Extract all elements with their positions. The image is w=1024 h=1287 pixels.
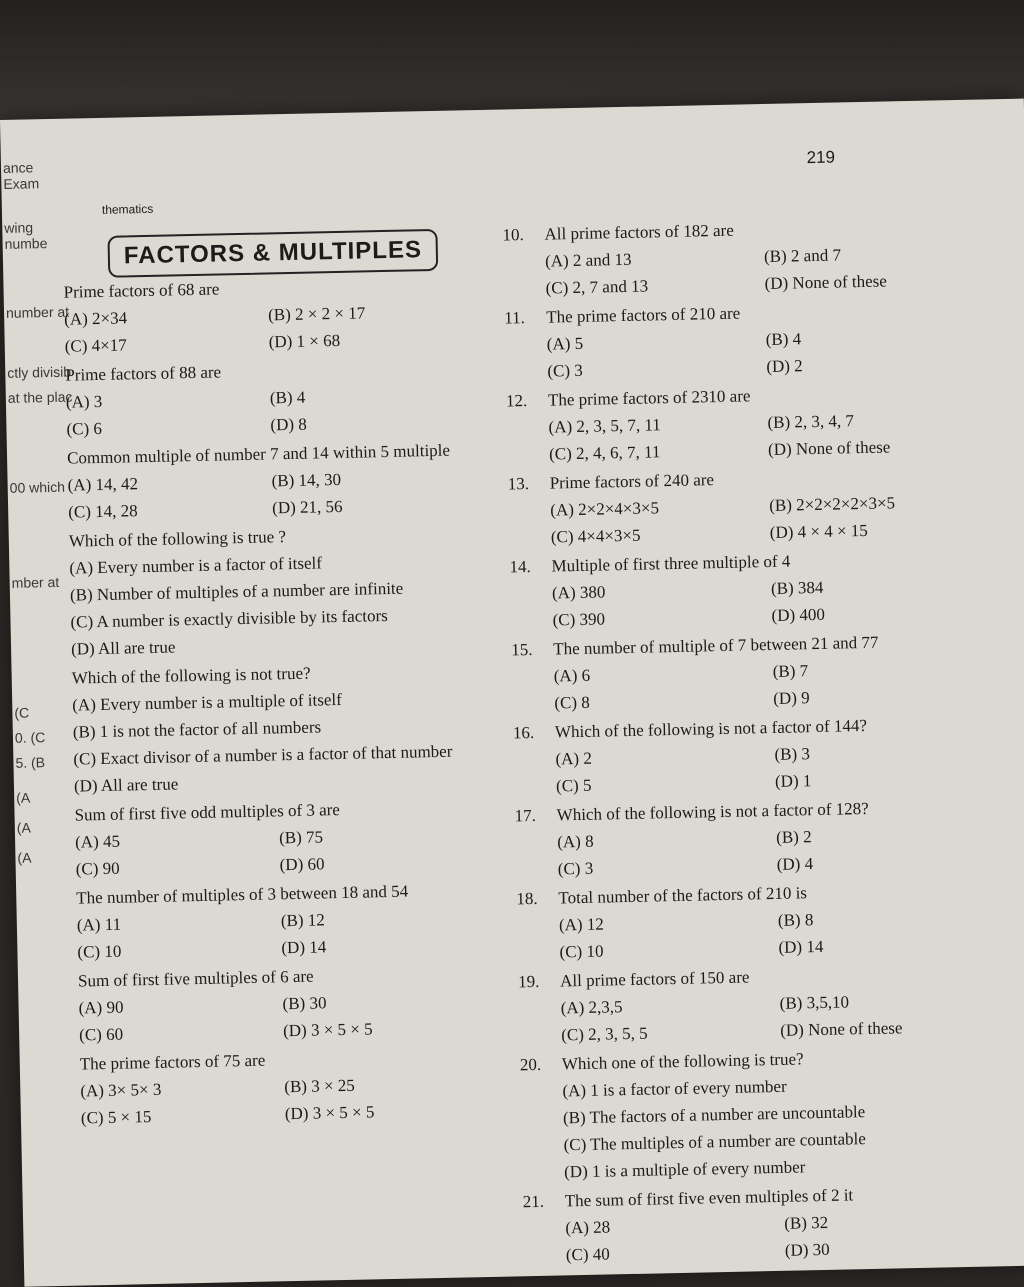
option-a: (A) 5 <box>546 333 584 354</box>
options-list <box>550 488 979 551</box>
option-c: (C) 2, 3, 5, 5 <box>561 1023 648 1045</box>
option-a: (A) 2×34 <box>63 308 128 329</box>
question-item <box>516 876 988 967</box>
option-c: (C) 8 <box>554 692 590 713</box>
question-number <box>29 665 74 801</box>
option-b: (B) 2 and 7 <box>763 245 842 267</box>
option-a: (A) 2,3,5 <box>560 997 623 1018</box>
question-number: 16. <box>512 722 535 743</box>
question-text: The sum of first five even multiples of 2 it <box>564 1185 854 1211</box>
question-item <box>34 876 476 966</box>
option-d: (D) 3 × 5 × 5 <box>282 1019 373 1041</box>
option-d: (D) 4 × 4 × 15 <box>769 520 869 542</box>
margin-fragment: ance Exam <box>2 159 40 192</box>
question-body <box>560 958 990 1048</box>
option-d: (D) 4 <box>776 854 814 874</box>
question-number <box>36 968 80 1050</box>
margin-fragment: (A <box>16 819 31 836</box>
question-item <box>38 1042 480 1132</box>
option-c: (C) 2, 4, 6, 7, 11 <box>548 442 661 464</box>
question-number: 11. <box>504 308 526 328</box>
question-text: The number of multiple of 7 between 21 and 77 <box>553 632 879 659</box>
option-c: (C) 5 <box>555 775 592 796</box>
options-list <box>545 239 974 302</box>
question-body <box>67 436 467 525</box>
option-a: (A) Every number is a factor of itself <box>69 553 323 578</box>
question-number <box>25 445 69 527</box>
option-d: (D) All are true <box>73 774 179 796</box>
question-text: Multiple of first three multiple of 4 <box>551 551 791 576</box>
options-list <box>80 1069 479 1131</box>
question-number: 13. <box>507 474 530 494</box>
question-text: Which of the following is not a factor of 128? <box>556 798 869 825</box>
question-number: 18. <box>516 888 538 909</box>
margin-fragment: 5. (B <box>15 754 46 771</box>
question-item <box>23 353 465 443</box>
option-b: (B) 12 <box>280 910 325 931</box>
options-list <box>548 405 977 468</box>
question-item <box>36 959 478 1049</box>
option-c: (C) 14, 28 <box>68 501 138 522</box>
question-text: Total number of the factors of 210 is <box>558 883 808 908</box>
option-b: (B) 8 <box>777 910 814 930</box>
question-item <box>502 212 974 303</box>
question-text: Prime factors of 88 are <box>65 362 222 385</box>
option-b: (B) 30 <box>282 993 327 1014</box>
question-text: All prime factors of 150 are <box>559 967 750 991</box>
option-d: (D) None of these <box>764 271 888 294</box>
options-list <box>78 986 477 1048</box>
option-a: (A) 2 and 13 <box>544 249 632 271</box>
option-d: (D) 400 <box>771 604 826 625</box>
option-d: (D) 1 is a multiple of every number <box>563 1157 806 1182</box>
question-body <box>71 656 472 799</box>
option-a: (A) 3× 5× 3 <box>80 1079 162 1101</box>
option-c: (C) 5 × 15 <box>80 1107 152 1128</box>
question-item <box>32 793 474 883</box>
question-item <box>520 1041 993 1186</box>
option-b: (B) 3 <box>774 744 811 764</box>
question-body <box>76 876 476 965</box>
margin-fragment: wing numbe <box>4 219 48 252</box>
option-d: (D) 1 <box>774 771 812 791</box>
question-text: The prime factors of 210 are <box>546 303 741 327</box>
option-d: (D) 21, 56 <box>271 496 343 518</box>
option-a: (A) 14, 42 <box>67 474 139 495</box>
option-c: (C) 60 <box>78 1024 124 1045</box>
margin-fragment: (A <box>16 789 31 806</box>
question-body <box>74 793 474 882</box>
option-c: (C) 390 <box>552 609 606 630</box>
option-b: (B) 3,5,10 <box>779 992 850 1013</box>
question-body <box>555 710 985 800</box>
question-text: Which one of the following is true? <box>561 1049 804 1074</box>
option-d: (D) 8 <box>270 414 307 435</box>
option-a: (A) 380 <box>551 582 606 603</box>
options-list <box>75 820 474 882</box>
option-c: (C) 2, 7 and 13 <box>545 276 649 298</box>
question-number: 21. <box>522 1191 545 1212</box>
question-item <box>518 958 990 1049</box>
question-number <box>34 885 78 967</box>
option-c: (C) 4×17 <box>64 335 127 356</box>
option-b: (B) 32 <box>784 1212 829 1233</box>
option-b: (B) 2 × 2 × 17 <box>267 303 366 325</box>
margin-fragment: at the plac <box>7 388 73 406</box>
question-text: Common multiple of number 7 and 14 within 5 multiple <box>66 440 451 468</box>
option-c: (C) 90 <box>75 858 120 879</box>
question-text: Prime factors of 68 are <box>63 279 220 302</box>
option-a: (A) 8 <box>557 831 594 852</box>
question-text: The prime factors of 2310 are <box>547 386 751 410</box>
option-b: (B) 2×2×2×2×3×5 <box>769 493 896 515</box>
chapter-title: FACTORS & MULTIPLES <box>107 229 438 278</box>
options-list <box>553 654 982 717</box>
option-b: (B) 2 <box>775 827 812 847</box>
option-b: (B) 75 <box>278 827 324 848</box>
option-c: (C) The multiples of a number are countable <box>563 1129 867 1155</box>
options-list <box>562 1068 992 1185</box>
options-list <box>565 1205 994 1268</box>
option-d: (D) 9 <box>773 688 810 708</box>
option-d: (D) 3 × 5 × 5 <box>284 1102 375 1124</box>
question-body <box>558 876 988 966</box>
question-text: Sum of first five multiples of 6 are <box>77 966 314 991</box>
options-list <box>555 737 984 800</box>
option-b: (B) The factors of a number are uncountable <box>562 1102 866 1128</box>
question-text: Prime factors of 240 are <box>549 470 715 493</box>
question-item <box>25 436 467 526</box>
question-text: The prime factors of 75 are <box>79 1050 266 1074</box>
question-number: 12. <box>505 391 528 411</box>
option-c: (C) 6 <box>66 418 103 439</box>
margin-fragment: 0. (C <box>14 729 46 746</box>
question-number <box>23 362 67 444</box>
option-a: (A) 1 is a factor of every number <box>562 1076 787 1101</box>
question-text: The number of multiples of 3 between 18 and 54 <box>76 881 409 908</box>
question-item <box>27 519 470 663</box>
option-a: (A) 12 <box>558 914 605 935</box>
question-body <box>549 461 979 551</box>
question-body <box>564 1178 994 1268</box>
option-d: (D) All are true <box>70 637 176 659</box>
question-body <box>63 270 463 359</box>
question-item <box>509 544 981 635</box>
question-body <box>65 353 465 442</box>
question-body <box>553 627 983 717</box>
question-number <box>21 279 65 361</box>
margin-fragment: (A <box>17 849 32 866</box>
question-item <box>506 378 978 469</box>
margin-fragment: ctly divisib <box>7 363 72 381</box>
question-body <box>546 295 976 385</box>
margin-fragment: mber at <box>11 573 60 591</box>
option-b: (B) 4 <box>269 387 306 408</box>
option-c: (C) A number is exactly divisible by its factors <box>70 605 388 632</box>
margin-fragment: 00 which <box>9 478 66 496</box>
question-number: 17. <box>514 805 537 826</box>
question-number: 10. <box>502 225 524 245</box>
question-body <box>69 519 470 662</box>
page-number: 219 <box>806 147 836 168</box>
options-list <box>77 903 476 965</box>
option-b: (B) 14, 30 <box>271 469 342 491</box>
margin-fragment: (C <box>14 704 30 721</box>
question-item <box>522 1178 994 1269</box>
option-c: (C) 10 <box>559 941 604 962</box>
options-list <box>559 903 988 966</box>
option-a: (A) 6 <box>553 665 591 686</box>
option-a: (A) 28 <box>565 1217 611 1238</box>
option-b: (B) 7 <box>772 661 809 681</box>
question-item <box>504 295 976 386</box>
option-a: (A) 11 <box>76 914 122 935</box>
question-text: Sum of first five odd multiples of 3 are <box>74 800 341 825</box>
question-body <box>78 959 478 1048</box>
question-number <box>27 528 72 664</box>
question-body <box>544 212 974 302</box>
option-d: (D) 30 <box>784 1239 830 1260</box>
option-a: (A) 45 <box>74 831 121 852</box>
question-number <box>38 1051 82 1133</box>
question-number: 20. <box>519 1054 542 1075</box>
option-a: (A) 2 <box>555 748 593 769</box>
question-number: 14. <box>509 556 531 577</box>
question-body <box>562 1041 993 1185</box>
options-list <box>72 683 472 799</box>
option-a: (A) Every number is a multiple of itself <box>72 689 342 715</box>
question-item <box>21 270 463 360</box>
options-list <box>552 571 981 634</box>
question-item <box>511 627 983 718</box>
option-d: (D) 1 × 68 <box>268 330 341 352</box>
question-item <box>29 656 472 800</box>
question-text: Which of the following is not a factor of 144? <box>554 715 868 742</box>
question-number: 19. <box>517 971 540 992</box>
option-c: (C) 3 <box>547 360 583 381</box>
question-body <box>556 793 986 883</box>
left-column <box>21 270 479 1134</box>
question-text: All prime factors of 182 are <box>544 220 734 244</box>
option-c: (C) 10 <box>77 941 122 962</box>
option-c: (C) 3 <box>557 858 594 879</box>
options-list <box>560 985 989 1048</box>
right-column <box>502 212 994 1272</box>
options-list <box>67 463 466 525</box>
question-item <box>507 461 979 552</box>
option-b: (B) 3 × 25 <box>284 1075 355 1097</box>
question-text: Which of the following is not true? <box>71 663 311 688</box>
option-b: (B) 384 <box>770 577 824 598</box>
option-d: (D) 14 <box>778 936 824 957</box>
question-body <box>548 378 978 468</box>
question-item <box>514 793 986 884</box>
options-list <box>69 546 469 662</box>
option-d: (D) 14 <box>281 937 327 958</box>
option-d: (D) 60 <box>279 854 325 875</box>
option-a: (A) 2×2×4×3×5 <box>550 498 660 520</box>
question-body <box>551 544 981 634</box>
options-list <box>64 297 463 359</box>
question-number: 15. <box>511 639 533 660</box>
options-list <box>557 820 986 883</box>
option-d: (D) 2 <box>766 356 803 377</box>
book-page <box>0 99 1024 1287</box>
option-d: (D) None of these <box>767 437 891 459</box>
option-c: (C) Exact divisor of a number is a factor of that number <box>73 741 453 769</box>
option-a: (A) 90 <box>78 997 124 1018</box>
options-list <box>66 380 465 442</box>
option-c: (C) 40 <box>565 1244 611 1265</box>
page-header: thematics <box>101 201 154 217</box>
question-number <box>32 802 76 884</box>
option-b: (B) 1 is not the factor of all numbers <box>72 717 322 742</box>
option-b: (B) Number of multiples of a number are infinite <box>69 578 404 605</box>
option-b: (B) 4 <box>765 329 802 350</box>
question-body <box>80 1042 480 1131</box>
option-a: (A) 2, 3, 5, 7, 11 <box>548 415 661 437</box>
question-item <box>513 710 985 801</box>
options-list <box>547 322 976 385</box>
option-b: (B) 2, 3, 4, 7 <box>767 411 855 432</box>
option-c: (C) 4×4×3×5 <box>550 525 641 547</box>
margin-fragment: number at <box>5 303 70 321</box>
option-a: (A) 3 <box>65 391 103 412</box>
option-d: (D) None of these <box>780 1018 903 1040</box>
question-text: Which of the following is true ? <box>68 527 287 551</box>
